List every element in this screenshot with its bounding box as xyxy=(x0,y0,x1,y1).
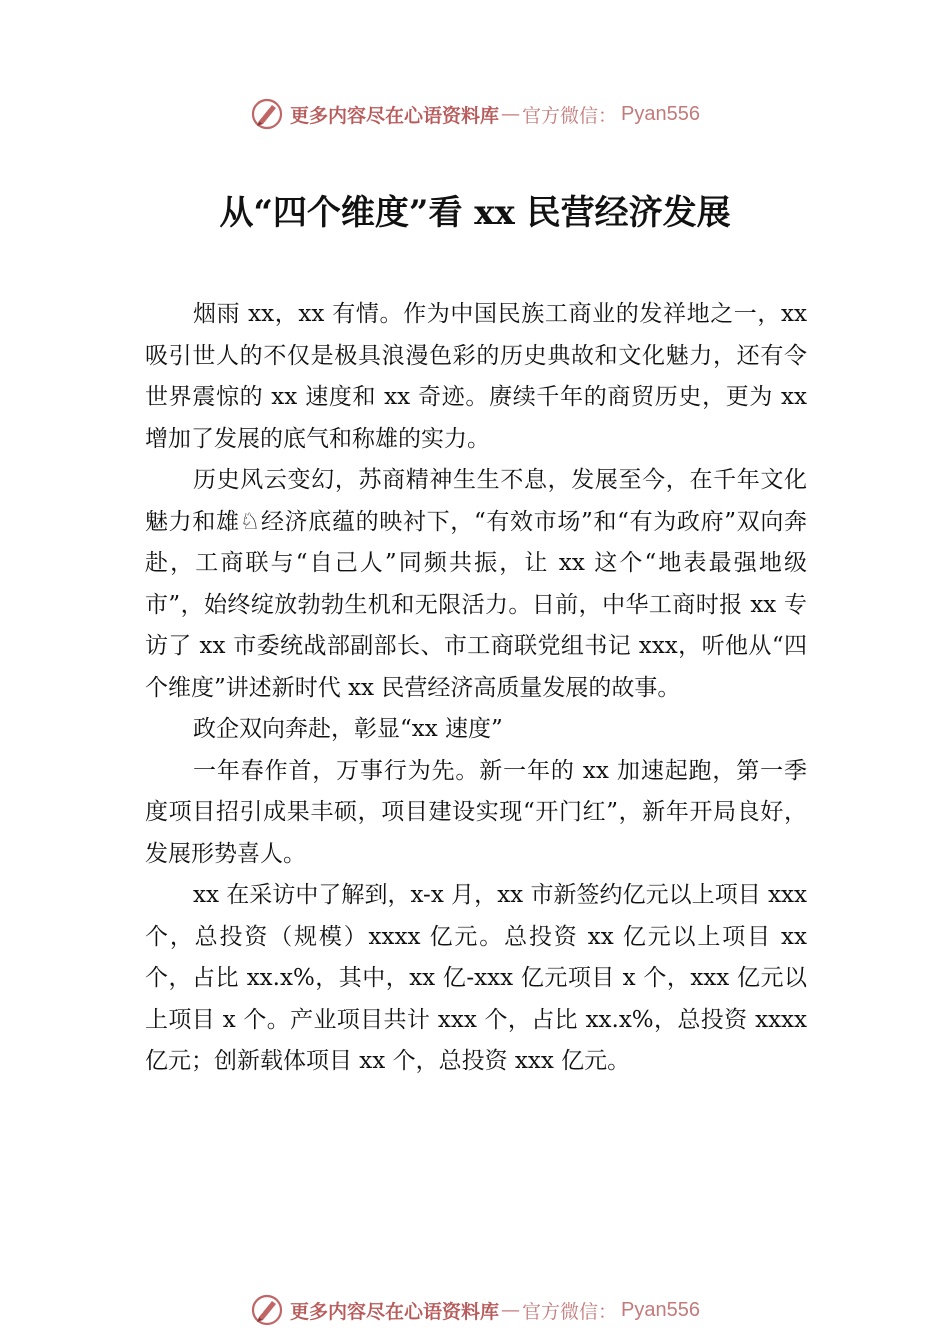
pen-logo-icon xyxy=(250,1293,284,1327)
paragraph-history: 历史风云变幻，苏商精神生生不息，发展至今，在千年文化魅力和雄♘经济底蕴的映衬下，“有效市场”和“有为政府”双向奔赴，工商联与“自己人”同频共振，让 xx 这个“地表最强地级市”，始终绽放勃勃生机和无限活力。日前，中华工商时报 xx 专访了 xx 市委统战部副部长、市工商联党组书记 xxx，听他从“四个维度”讲述新时代 xx 民营经济高质量发展的故事。 xyxy=(145,467,807,701)
document-title: 从“四个维度”看 xx 民营经济发展 xyxy=(219,193,731,233)
banner-wechat-id: Pyan556 xyxy=(621,1298,700,1321)
banner-wechat-id: Pyan556 xyxy=(621,102,700,125)
header-banner xyxy=(0,94,950,134)
pen-logo-icon xyxy=(250,97,284,131)
paragraph-spring: 一年春作首，万事行为先。新一年的 xx 加速起跑，第一季度项目招引成果丰硕，项目建设实现“开门红”，新年开局良好，发展形势喜人。 xyxy=(145,757,807,867)
paragraph-statistics: xx 在采访中了解到，x-x 月，xx 市新签约亿元以上项目 xxx 个，总投资（规模）xxxx 亿元。总投资 xx 亿元以上项目 xx 个，占比 xx.x%，其中，xx 亿-xxx 亿元项目 x 个，xxx 亿元以上项目 x 个。产业项目共计 xxx 个，占比 xx.x%，总投资 xxxx 亿元；创新载体项目 xx 个，总投资 xxx 亿元。 xyxy=(145,882,807,1074)
banner-separator: — xyxy=(501,1299,521,1321)
paragraph-intro: 烟雨 xx，xx 有情。作为中国民族工商业的发祥地之一，xx 吸引世人的不仅是极具浪漫色彩的历史典故和文化魅力，还有令世界震惊的 xx 速度和 xx 奇迹。赓续千年的商贸历史，更为 xx 增加了发展的底气和称雄的实力。 xyxy=(145,301,807,452)
banner-wechat-label: 官方微信： xyxy=(522,1300,618,1323)
document-body xyxy=(145,294,807,1083)
footer-banner xyxy=(0,1290,950,1330)
section-heading: 政企双向奔赴，彰显“xx 速度” xyxy=(193,716,503,742)
banner-wechat-label: 官方微信： xyxy=(522,104,618,127)
banner-promo-text: 更多内容尽在心语资料库 xyxy=(290,104,500,127)
banner-promo-text: 更多内容尽在心语资料库 xyxy=(290,1300,500,1323)
banner-separator: — xyxy=(501,103,521,125)
